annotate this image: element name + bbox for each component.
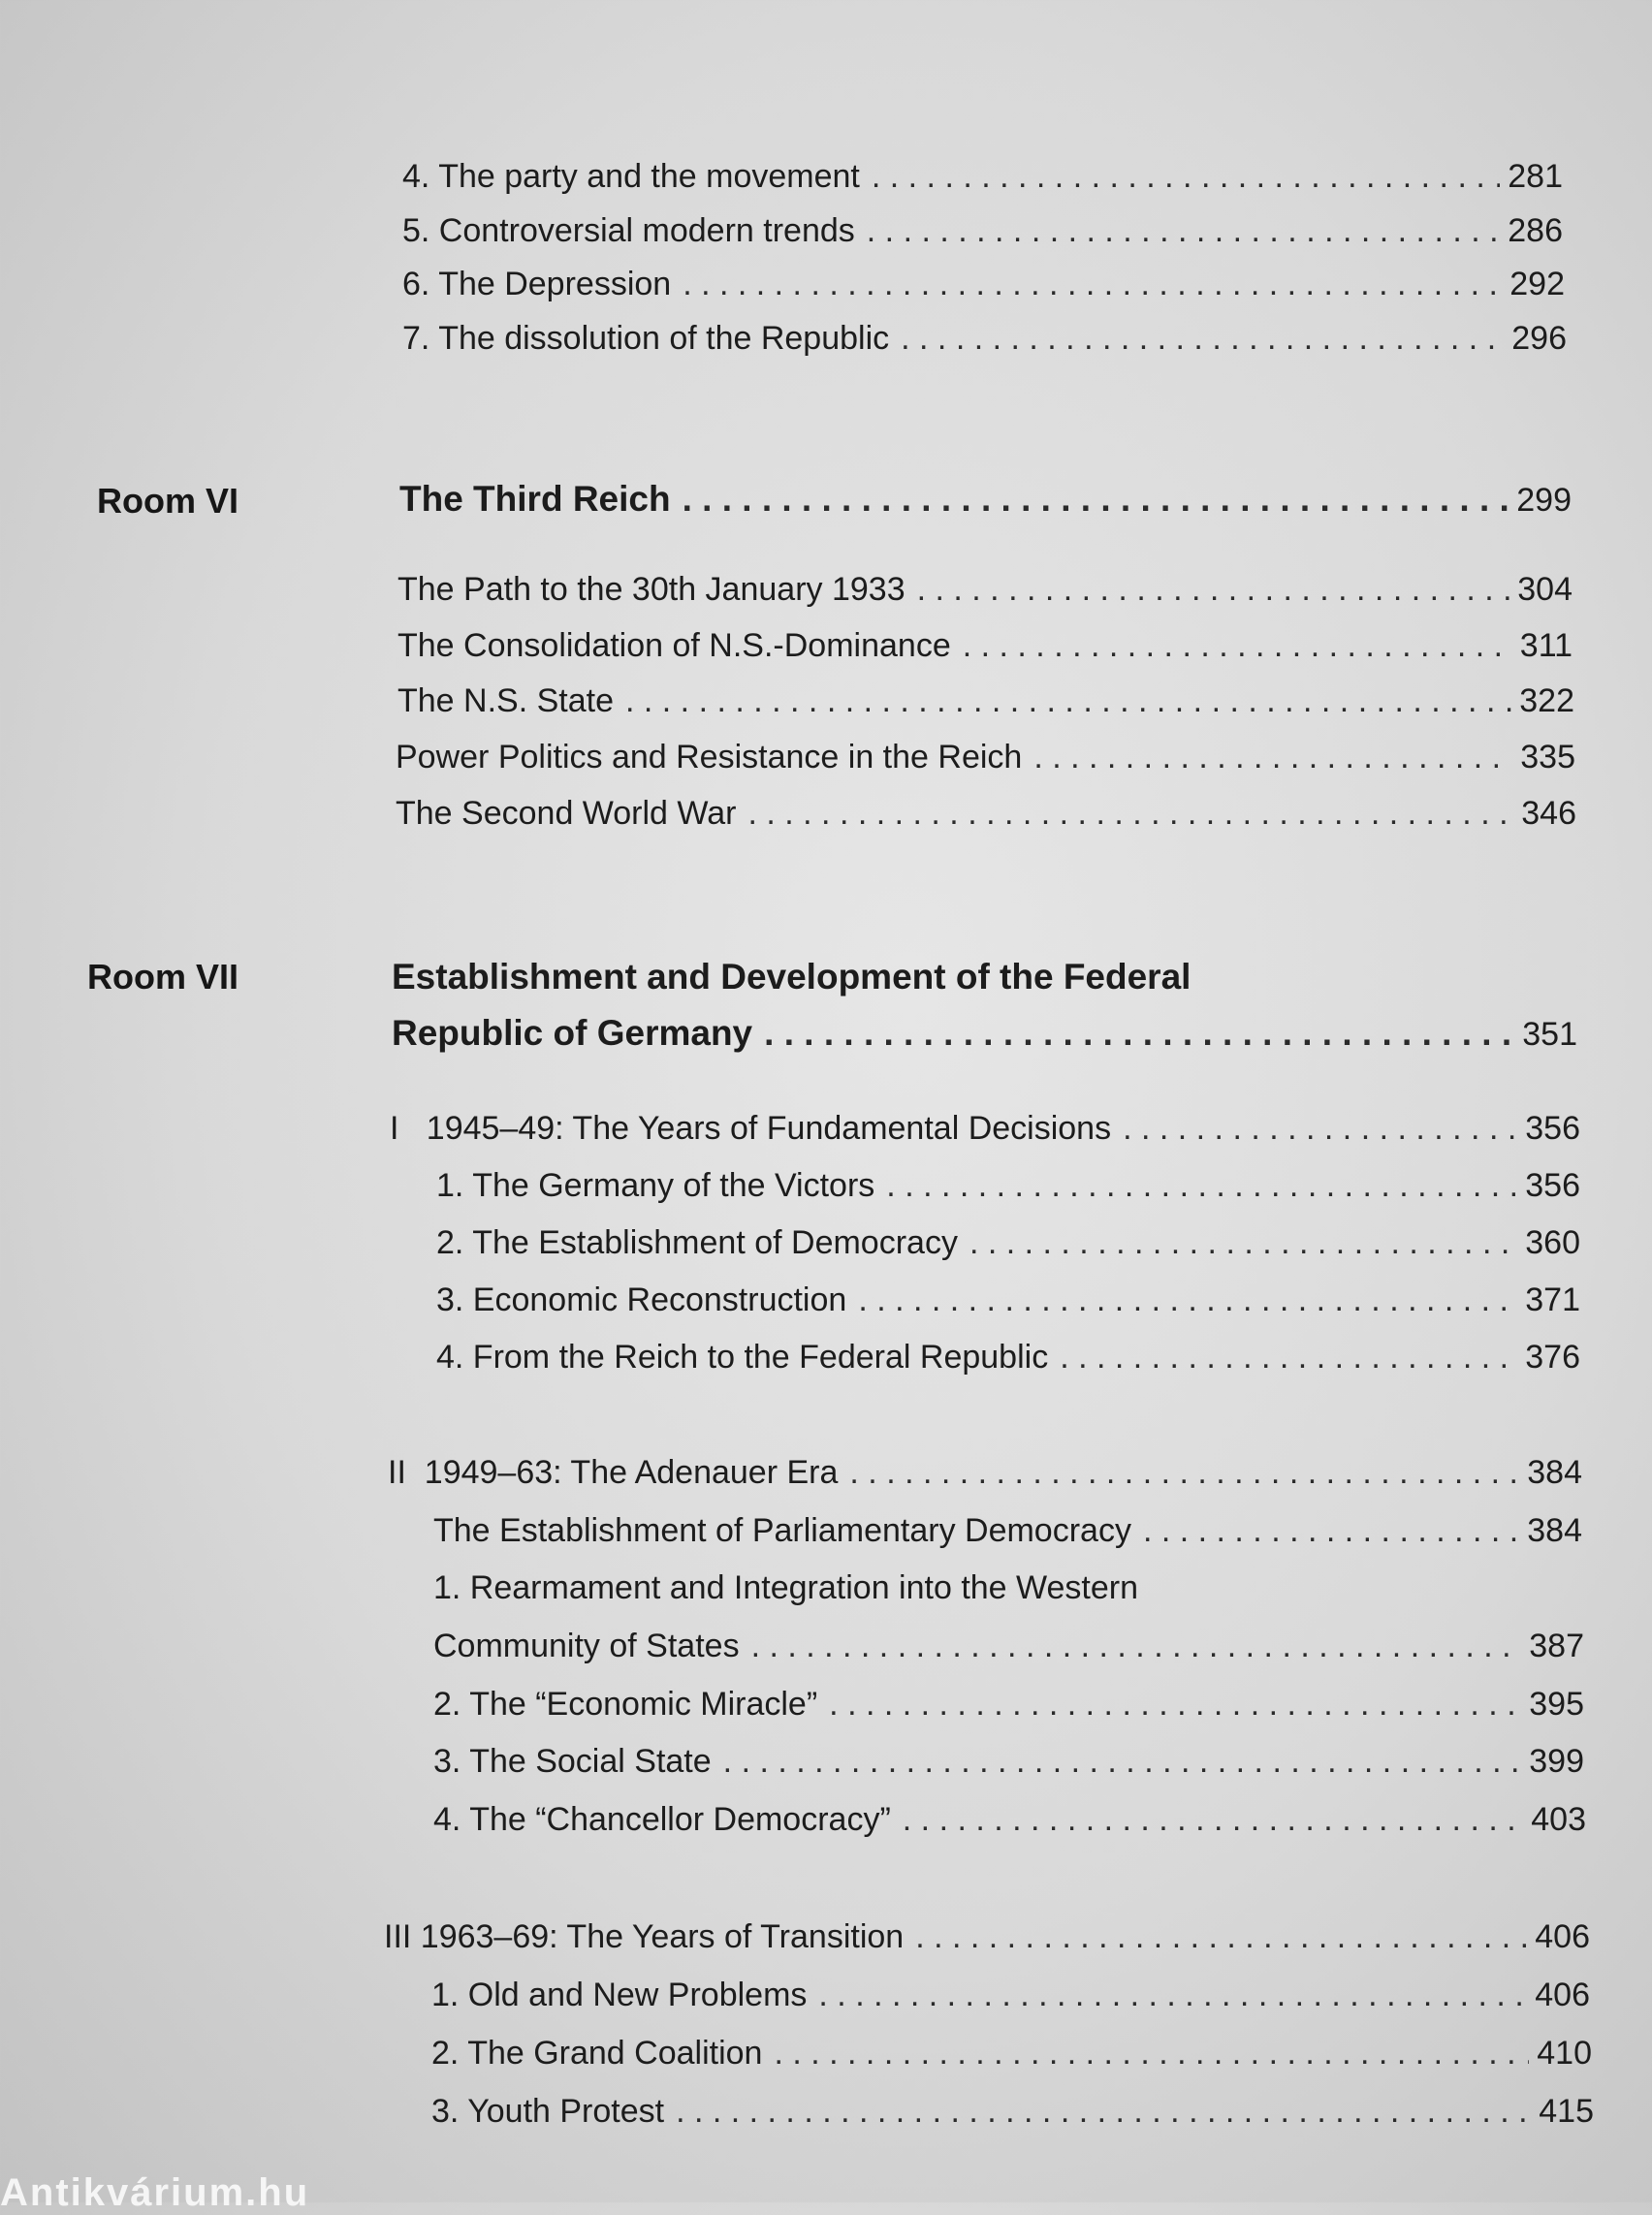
toc-entry-title: 4. The “Chancellor Democracy” bbox=[433, 1801, 891, 1838]
room-vii-title-line1: Establishment and Development of the Federal bbox=[392, 957, 1191, 997]
toc-entry-title: III 1963–69: The Years of Transition bbox=[384, 1918, 905, 1955]
toc-entry-title: 2. The Establishment of Democracy bbox=[436, 1224, 958, 1261]
toc-entry bbox=[431, 2032, 1592, 2074]
toc-entry-title: I 1945–49: The Years of Fundamental Decisions bbox=[390, 1110, 1112, 1147]
toc-entry-page: 406 bbox=[1535, 1918, 1590, 1955]
toc-entry-title: 4. From the Reich to the Federal Republic bbox=[436, 1339, 1049, 1376]
toc-entry-page: 322 bbox=[1519, 682, 1574, 719]
toc-entry bbox=[402, 209, 1563, 252]
room-vii-title bbox=[392, 1012, 1577, 1056]
toc-entry-title: The Third Reich bbox=[399, 479, 671, 519]
toc-entry-page: 384 bbox=[1527, 1512, 1582, 1549]
toc-entry-title: 2. The “Economic Miracle” bbox=[433, 1686, 818, 1723]
watermark: Antikvárium.hu bbox=[0, 2171, 310, 2214]
toc-entry bbox=[433, 1509, 1582, 1552]
toc-entry bbox=[402, 317, 1567, 360]
toc-entry-title: 1. The Germany of the Victors bbox=[436, 1167, 875, 1204]
toc-entry bbox=[402, 155, 1563, 198]
toc-entry-page: 410 bbox=[1537, 2035, 1592, 2072]
toc-entry bbox=[433, 1740, 1584, 1783]
toc-entry-page: 311 bbox=[1519, 627, 1573, 664]
toc-entry-title: Republic of Germany bbox=[392, 1013, 753, 1053]
toc-entry-title: 2. The Grand Coalition bbox=[431, 2035, 763, 2072]
room-vi-title bbox=[399, 478, 1572, 522]
toc-entry-page: 281 bbox=[1508, 158, 1563, 195]
toc-entry bbox=[433, 1683, 1584, 1725]
toc-entry bbox=[436, 1221, 1580, 1264]
toc-entry-title: Community of States bbox=[433, 1628, 740, 1664]
toc-entry bbox=[397, 680, 1574, 722]
toc-entry-title: 3. Youth Protest bbox=[431, 2093, 665, 2130]
toc-entry-page: 346 bbox=[1521, 795, 1576, 832]
toc-entry-title: 3. The Social State bbox=[433, 1743, 712, 1780]
toc-section-heading bbox=[388, 1451, 1582, 1494]
toc-entry-page: 296 bbox=[1511, 320, 1567, 357]
toc-entry bbox=[402, 263, 1565, 305]
toc-entry-title: 3. Economic Reconstruction bbox=[436, 1282, 847, 1318]
toc-entry-title: The Establishment of Parliamentary Democracy bbox=[433, 1512, 1131, 1549]
toc-entry-page: 299 bbox=[1516, 482, 1572, 519]
toc-entry-title: The N.S. State bbox=[397, 682, 614, 719]
toc-entry bbox=[433, 1798, 1586, 1841]
toc-section-heading bbox=[390, 1107, 1580, 1150]
room-vii-label: Room VII bbox=[87, 957, 239, 997]
toc-entry-page: 356 bbox=[1525, 1167, 1580, 1204]
toc-entry-page: 395 bbox=[1529, 1686, 1584, 1723]
toc-entry bbox=[396, 792, 1576, 835]
toc-section-heading bbox=[384, 1915, 1590, 1958]
toc-entry-page: 387 bbox=[1529, 1628, 1584, 1664]
toc-entry bbox=[436, 1164, 1580, 1207]
toc-entry-title: The Path to the 30th January 1933 bbox=[397, 571, 905, 608]
toc-entry-page: 403 bbox=[1531, 1801, 1586, 1838]
toc-entry-title-line1: 1. Rearmament and Integration into the Western bbox=[433, 1569, 1138, 1606]
toc-entry bbox=[436, 1279, 1580, 1321]
toc-entry-page: 335 bbox=[1520, 739, 1575, 775]
toc-entry-title: 4. The party and the movement bbox=[402, 158, 860, 195]
toc-entry-title: Power Politics and Resistance in the Reich bbox=[396, 739, 1023, 775]
toc-entry-page: 360 bbox=[1525, 1224, 1580, 1261]
toc-entry-title: The Consolidation of N.S.-Dominance bbox=[397, 627, 951, 664]
toc-entry-page: 356 bbox=[1525, 1110, 1580, 1147]
toc-entry-page: 384 bbox=[1527, 1454, 1582, 1491]
toc-entry-page: 292 bbox=[1509, 266, 1565, 302]
toc-entry-title: 6. The Depression bbox=[402, 266, 672, 302]
toc-entry bbox=[433, 1625, 1584, 1667]
toc-entry-title: The Second World War bbox=[396, 795, 737, 832]
toc-entry-title: II 1949–63: The Adenauer Era bbox=[388, 1454, 839, 1491]
toc-entry-page: 286 bbox=[1508, 212, 1563, 249]
toc-entry-page: 376 bbox=[1525, 1339, 1580, 1376]
toc-entry bbox=[431, 2090, 1594, 2133]
toc-entry-page: 304 bbox=[1517, 571, 1573, 608]
toc-entry-page: 371 bbox=[1525, 1282, 1580, 1318]
room-vi-label: Room VI bbox=[97, 481, 239, 521]
toc-entry bbox=[436, 1336, 1580, 1378]
toc-entry-title: 1. Old and New Problems bbox=[431, 1977, 808, 2013]
toc-entry bbox=[396, 736, 1575, 778]
toc-entry-page: 415 bbox=[1539, 2093, 1594, 2130]
toc-entry bbox=[397, 624, 1573, 667]
toc-entry-page: 399 bbox=[1529, 1743, 1584, 1780]
toc-entry-page: 351 bbox=[1522, 1016, 1577, 1053]
toc-entry-title: 5. Controversial modern trends bbox=[402, 212, 855, 249]
toc-entry-title: 7. The dissolution of the Republic bbox=[402, 320, 890, 357]
toc-entry-page: 406 bbox=[1535, 1977, 1590, 2013]
toc-entry bbox=[397, 568, 1573, 611]
toc-entry bbox=[431, 1974, 1590, 2016]
